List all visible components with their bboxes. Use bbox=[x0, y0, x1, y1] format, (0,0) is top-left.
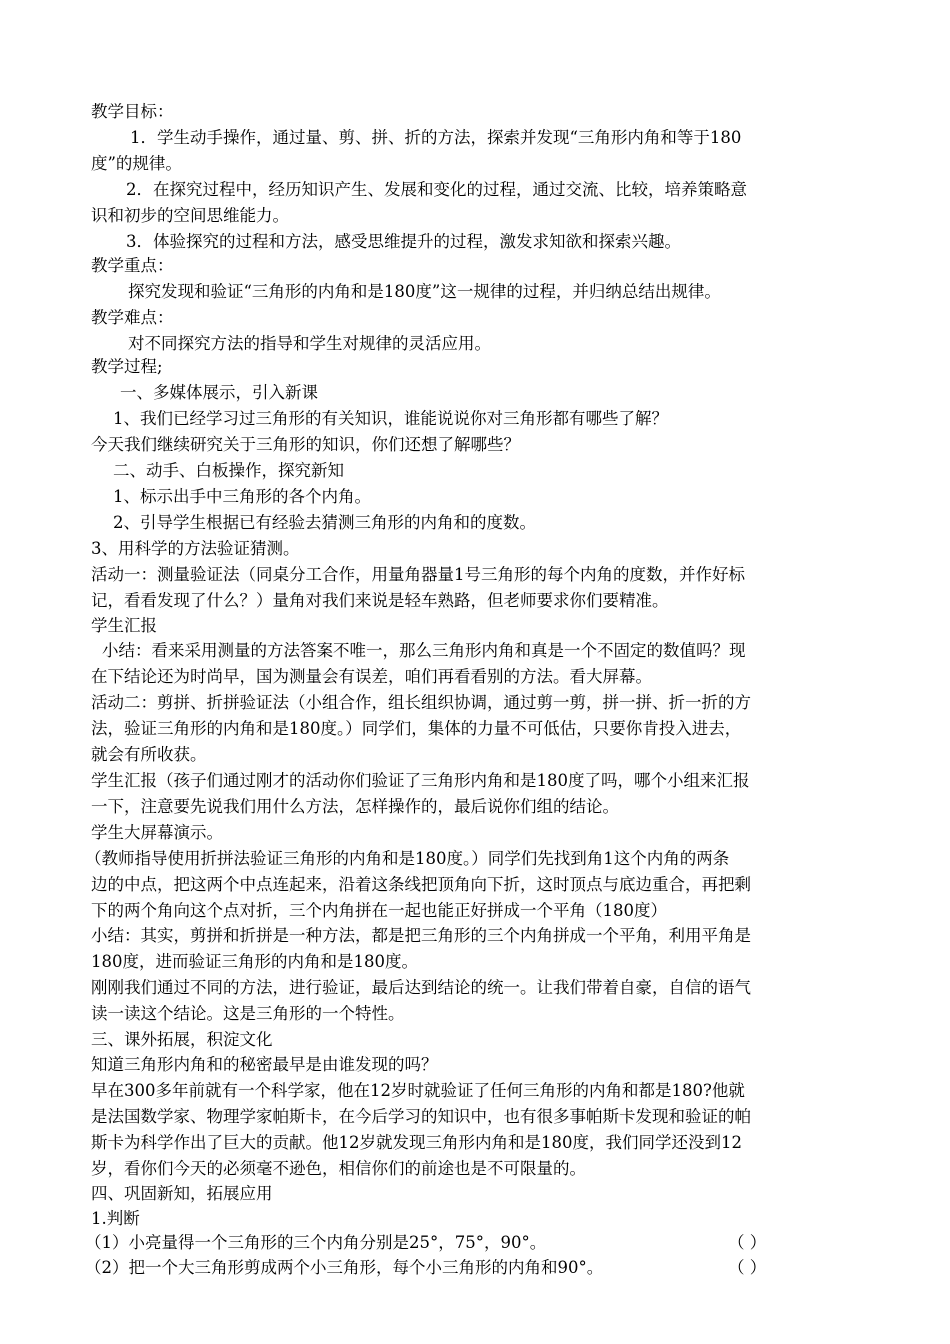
heading-difficulties: 教学难点： bbox=[91, 308, 174, 327]
activity-2-line-1: 活动二：剪拼、折拼验证法（小组合作，组长组织协调，通过剪一剪，拼一拼、折一折的方 bbox=[91, 693, 751, 712]
section-2-item-2: 2、引导学生根据已有经验去猜测三角形的内角和的度数。 bbox=[113, 513, 536, 532]
section-2-item-3: 3、用科学的方法验证猜测。 bbox=[91, 539, 300, 558]
student-report-2-line-1: 学生汇报（孩子们通过刚才的活动你们验证了三角形内角和是180度了吗，哪个小组来汇报 bbox=[91, 771, 750, 790]
section-4-title: 四、巩固新知，拓展应用 bbox=[91, 1184, 273, 1203]
goal-2-line-1: 2．在探究过程中，经历知识产生、发展和变化的过程，通过交流、比较，培养策略意 bbox=[126, 180, 747, 199]
conclusion-line-2: 读一读这个结论。这是三角形的一个特性。 bbox=[91, 1004, 405, 1023]
section-2-item-1: 1、标示出手中三角形的各个内角。 bbox=[113, 487, 371, 506]
conclusion-line-1: 刚刚我们通过不同的方法，进行验证，最后达到结论的统一。让我们带着自豪，自信的语气 bbox=[91, 978, 751, 997]
student-demo: 学生大屏幕演示。 bbox=[91, 823, 223, 842]
summary-2-line-2: 180度，进而验证三角形的内角和是180度。 bbox=[91, 952, 418, 971]
pascal-line-4: 岁，看你们今天的必须毫不逊色，相信你们的前途也是不可限量的。 bbox=[91, 1159, 586, 1178]
goal-2-line-2: 识和初步的空间思维能力。 bbox=[91, 206, 289, 225]
pascal-line-2: 是法国数学家、物理学家帕斯卡，在今后学习的知识中，也有很多事帕斯卡发现和验证的帕 bbox=[91, 1107, 751, 1126]
summary-1-line-2: 在下结论还为时尚早，国为测量会有误差，咱们再看看别的方法。看大屏幕。 bbox=[91, 667, 652, 686]
activity-2-line-2: 法，验证三角形的内角和是180度。）同学们，集体的力量不可低估，只要你肯投入进去， bbox=[91, 719, 742, 738]
section-1-item-1: 1、我们已经学习过三角形的有关知识，谁能说说你对三角形都有哪些了解？ bbox=[113, 409, 668, 428]
student-report-2-line-2: 一下，注意要先说我们用什么方法，怎样操作的，最后说你们组的结论。 bbox=[91, 797, 619, 816]
section-1-item-1-cont: 今天我们继续研究关于三角形的知识，你们还想了解哪些？ bbox=[91, 435, 520, 454]
pascal-line-3: 斯卡为科学作出了巨大的贡献。他12岁就发现三角形内角和是180度，我们同学还没到12 bbox=[91, 1133, 742, 1152]
teacher-guide-line-2: 边的中点，把这两个中点连起来，沿着这条线把顶角向下折，这时顶点与底边重合，再把剩 bbox=[91, 875, 751, 894]
difficulties-text: 对不同探究方法的指导和学生对规律的灵活应用。 bbox=[128, 334, 491, 353]
judge-item-1: （1）小亮量得一个三角形的三个内角分别是25°，75°，90°。 bbox=[85, 1233, 547, 1252]
teacher-guide-line-3: 下的两个角向这个点对折，三个内角拼在一起也能正好拼成一个平角（180度） bbox=[91, 901, 667, 920]
summary-1-line-1: 小结：看来采用测量的方法答案不唯一，那么三角形内角和真是一个不固定的数值吗？现 bbox=[102, 641, 746, 660]
judge-item-2-answer-blank[interactable]: （ ） bbox=[728, 1258, 767, 1277]
judge-item-1-answer-blank[interactable]: （ ） bbox=[728, 1233, 767, 1252]
judge-item-2: （2）把一个大三角形剪成两个小三角形，每个小三角形的内角和90°。 bbox=[85, 1258, 604, 1277]
activity-1-line-2: 记，看看发现了什么？）量角对我们来说是轻车熟路，但老师要求你们要精准。 bbox=[91, 591, 669, 610]
goal-1-line-2: 度”的规律。 bbox=[91, 154, 182, 173]
judge-heading: 1.判断 bbox=[91, 1209, 140, 1228]
key-points-text: 探究发现和验证“三角形的内角和是180度”这一规律的过程，并归纳总结出规律。 bbox=[128, 282, 721, 301]
activity-1-line-1: 活动一：测量验证法（同桌分工合作，用量角器量1号三角形的每个内角的度数，并作好标 bbox=[91, 565, 745, 584]
summary-2-line-1: 小结：其实，剪拼和折拼是一种方法，都是把三角形的三个内角拼成一个平角，利用平角是 bbox=[91, 926, 751, 945]
heading-teaching-goals: 教学目标： bbox=[91, 102, 174, 121]
goal-3: 3．体验探究的过程和方法，感受思维提升的过程，激发求知欲和探索兴趣。 bbox=[126, 232, 681, 251]
heading-key-points: 教学重点： bbox=[91, 256, 174, 275]
section-2-title: 二、动手、白板操作，探究新知 bbox=[113, 461, 344, 480]
goal-1-line-1: 1．学生动手操作，通过量、剪、拼、折的方法，探索并发现“三角形内角和等于180 bbox=[130, 128, 742, 147]
section-3-title: 三、课外拓展，积淀文化 bbox=[91, 1030, 273, 1049]
heading-process: 教学过程; bbox=[91, 357, 163, 376]
student-report-1: 学生汇报 bbox=[91, 616, 157, 635]
teacher-guide-line-1: （教师指导使用折拼法验证三角形的内角和是180度。）同学们先找到角1这个内角的两条 bbox=[85, 849, 730, 868]
pascal-line-1: 早在300多年前就有一个科学家，他在12岁时就验证了任何三角形的内角和都是180?他就 bbox=[91, 1081, 745, 1100]
activity-2-line-3: 就会有所收获。 bbox=[91, 745, 207, 764]
section-1-title: 一、多媒体展示，引入新课 bbox=[120, 383, 318, 402]
section-3-question: 知道三角形内角和的秘密最早是由谁发现的吗？ bbox=[91, 1055, 438, 1074]
